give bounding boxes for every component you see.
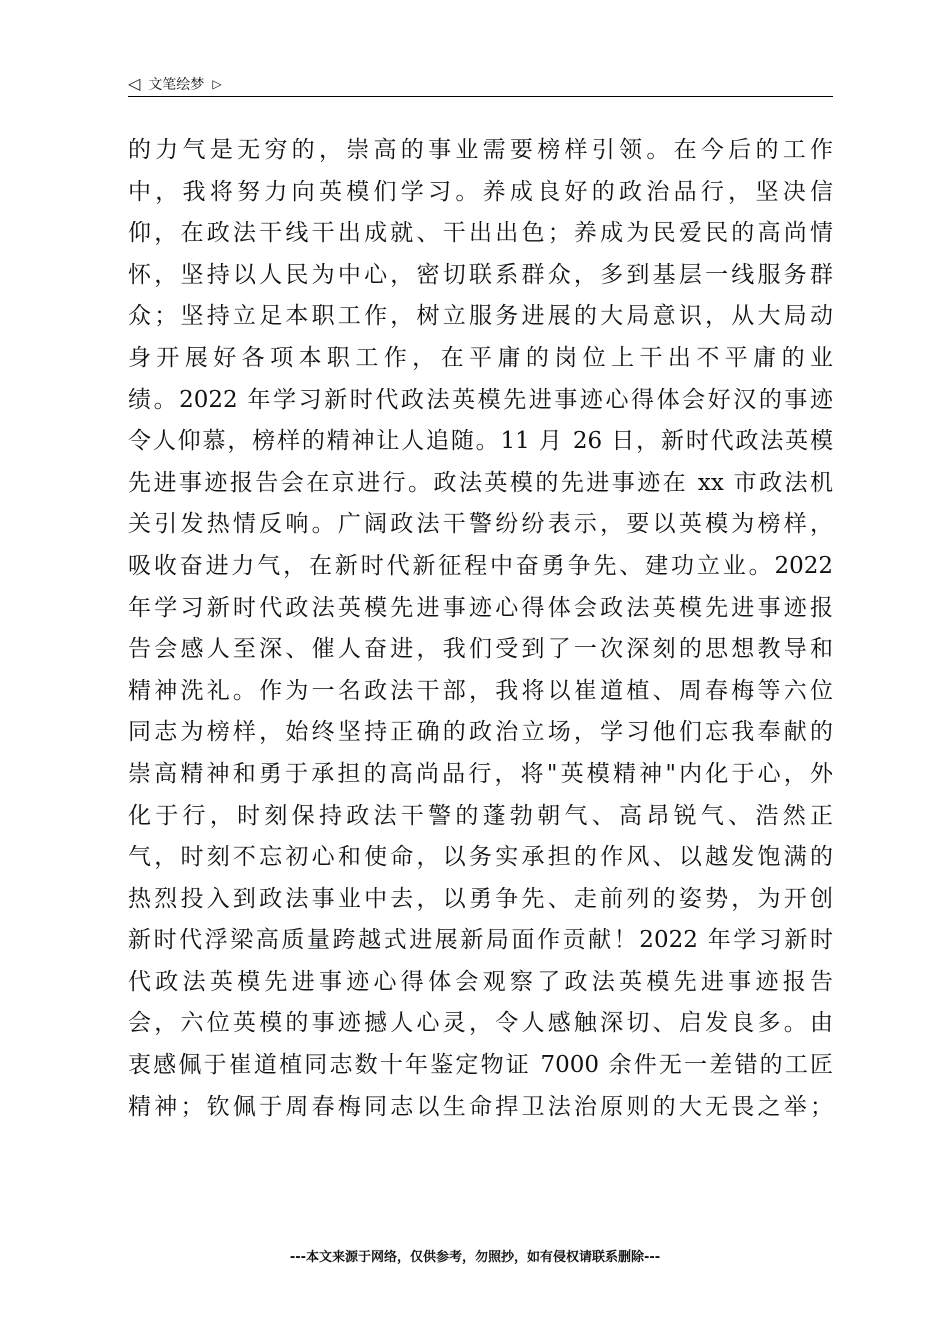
body-line: 怀，坚持以人民为中心，密切联系群众，多到基层一线服务群 (128, 261, 833, 288)
body-line: 告会感人至深、催人奋进，我们受到了一次深刻的思想教导和 (128, 636, 833, 663)
body-line: 中，我将努力向英模们学习。养成良好的政治品行，坚决信 (128, 178, 833, 205)
body-line: 代政法英模先进事迹心得体会观察了政法英模先进事迹报告 (128, 968, 833, 995)
body-line: 关引发热情反响。广阔政法干警纷纷表示，要以英模为榜样， (128, 511, 833, 538)
header-brand (128, 74, 222, 94)
body-line: 新时代浮梁高质量跨越式进展新局面作贡献！2022 年学习新时 (128, 927, 833, 954)
body-line: 的力气是无穷的，崇高的事业需要榜样引领。在今后的工作 (128, 137, 833, 163)
body-line: 众；坚持立足本职工作，树立服务进展的大局意识，从大局动 (128, 303, 833, 330)
header-rule (128, 96, 833, 97)
body-line: 精神；钦佩于周春梅同志以生命捍卫法治原则的大无畏之举； (128, 1093, 833, 1120)
brand-name: 文笔绘梦 (148, 77, 205, 93)
page-header (128, 72, 833, 100)
body-line: 衷感佩于崔道植同志数十年鉴定物证 7000 余件无一差错的工匠 (128, 1052, 833, 1079)
body-line: 令人仰慕，榜样的精神让人追随。11 月 26 日，新时代政法英模 (128, 428, 833, 455)
right-triangle-icon: ▷ (212, 77, 222, 91)
body-line: 吸收奋进力气，在新时代新征程中奋勇争先、建功立业。2022 (128, 552, 833, 579)
body-line: 同志为榜样，始终坚持正确的政治立场，学习他们忘我奉献的 (128, 719, 833, 746)
body-line: 绩。2022 年学习新时代政法英模先进事迹心得体会好汉的事迹 (128, 386, 833, 413)
body-line: 崇高精神和勇于承担的高尚品行，将"英模精神"内化于心，外 (128, 760, 833, 787)
body-line: 热烈投入到政法事业中去，以勇争先、走前列的姿势，为开创 (128, 885, 833, 912)
body-line: 化于行，时刻保持政法干警的蓬勃朝气、高昂锐气、浩然正 (128, 802, 833, 829)
body-line: 年学习新时代政法英模先进事迹心得体会政法英模先进事迹报 (128, 594, 833, 621)
body-line: 先进事迹报告会在京进行。政法英模的先进事迹在 xx 市政法机 (128, 469, 833, 496)
body-line: 会，六位英模的事迹撼人心灵，令人感触深切、启发良多。由 (128, 1010, 833, 1037)
body-line: 精神洗礼。作为一名政法干部，我将以崔道植、周春梅等六位 (128, 677, 833, 704)
left-triangle-icon: ◁ (128, 74, 141, 93)
body-line: 身开展好各项本职工作，在平庸的岗位上干出不平庸的业 (128, 344, 833, 371)
body-line: 仰，在政法干线干出成就、干出出色；养成为民爱民的高尚情 (128, 220, 833, 247)
document-body (128, 130, 833, 1128)
body-line: 气，时刻不忘初心和使命，以务实承担的作风、以越发饱满的 (128, 844, 833, 871)
footer-notice: ---本文来源于网络，仅供参考，勿照抄，如有侵权请联系删除--- (289, 1250, 661, 1265)
